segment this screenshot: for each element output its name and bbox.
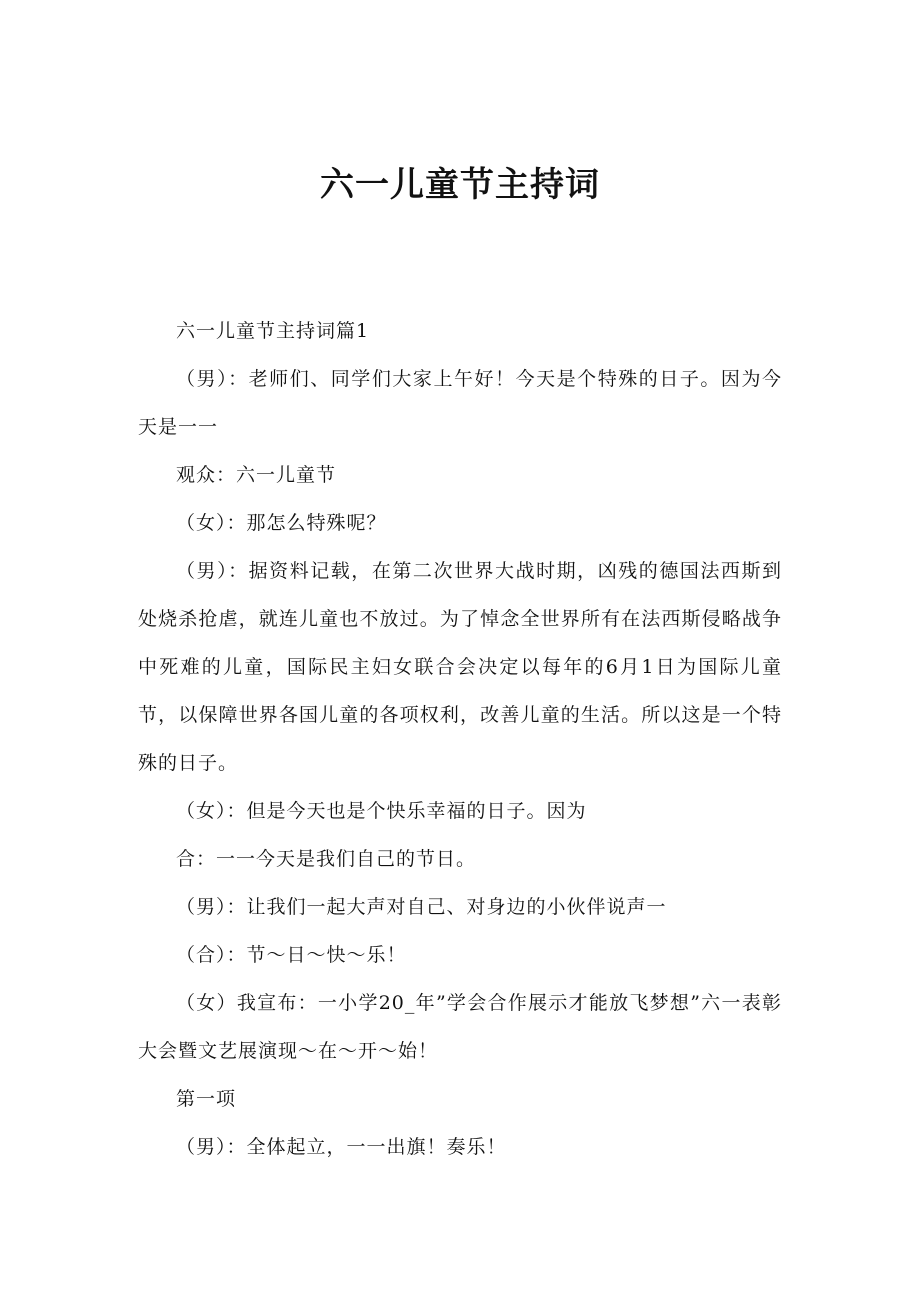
document-title: 六一儿童节主持词 <box>320 165 600 205</box>
paragraph: 观众：六一儿童节 <box>176 464 337 486</box>
paragraph: （合）：节～日～快～乐！ <box>176 944 407 966</box>
paragraph: （女）：但是今天也是个快乐幸福的日子。因为 <box>176 800 587 822</box>
paragraph: 第一项 <box>176 1088 237 1110</box>
paragraph: （女）我宣布：一小学20_年”学会合作展示才能放飞梦想”六一表彰大会暨文艺展演现～在～开～始！ <box>138 992 782 1062</box>
paragraph: （男）：据资料记载，在第二次世界大战时期，凶残的德国法西斯到处烧杀抢虐，就连儿童也不放过。为了悼念全世界所有在法西斯侵略战争中死难的儿童，国际民主妇女联合会决定以每年的6月1日为国际儿童节，以保障世界各国儿童的各项权利，改善儿童的生活。所以这是一个特殊的日子。 <box>138 560 782 774</box>
document-body <box>138 307 782 1171</box>
section-heading: 六一儿童节主持词篇1 <box>176 320 370 342</box>
paragraph: （男）：全体起立，一一出旗！奏乐！ <box>176 1136 507 1158</box>
paragraph: （女）：那怎么特殊呢？ <box>176 512 387 534</box>
paragraph: （男）：老师们、同学们大家上午好！今天是个特殊的日子。因为今天是一一 <box>138 368 782 438</box>
paragraph: 合：一一今天是我们自己的节日。 <box>176 848 477 870</box>
paragraph: （男）：让我们一起大声对自己、对身边的小伙伴说声一 <box>176 896 667 918</box>
